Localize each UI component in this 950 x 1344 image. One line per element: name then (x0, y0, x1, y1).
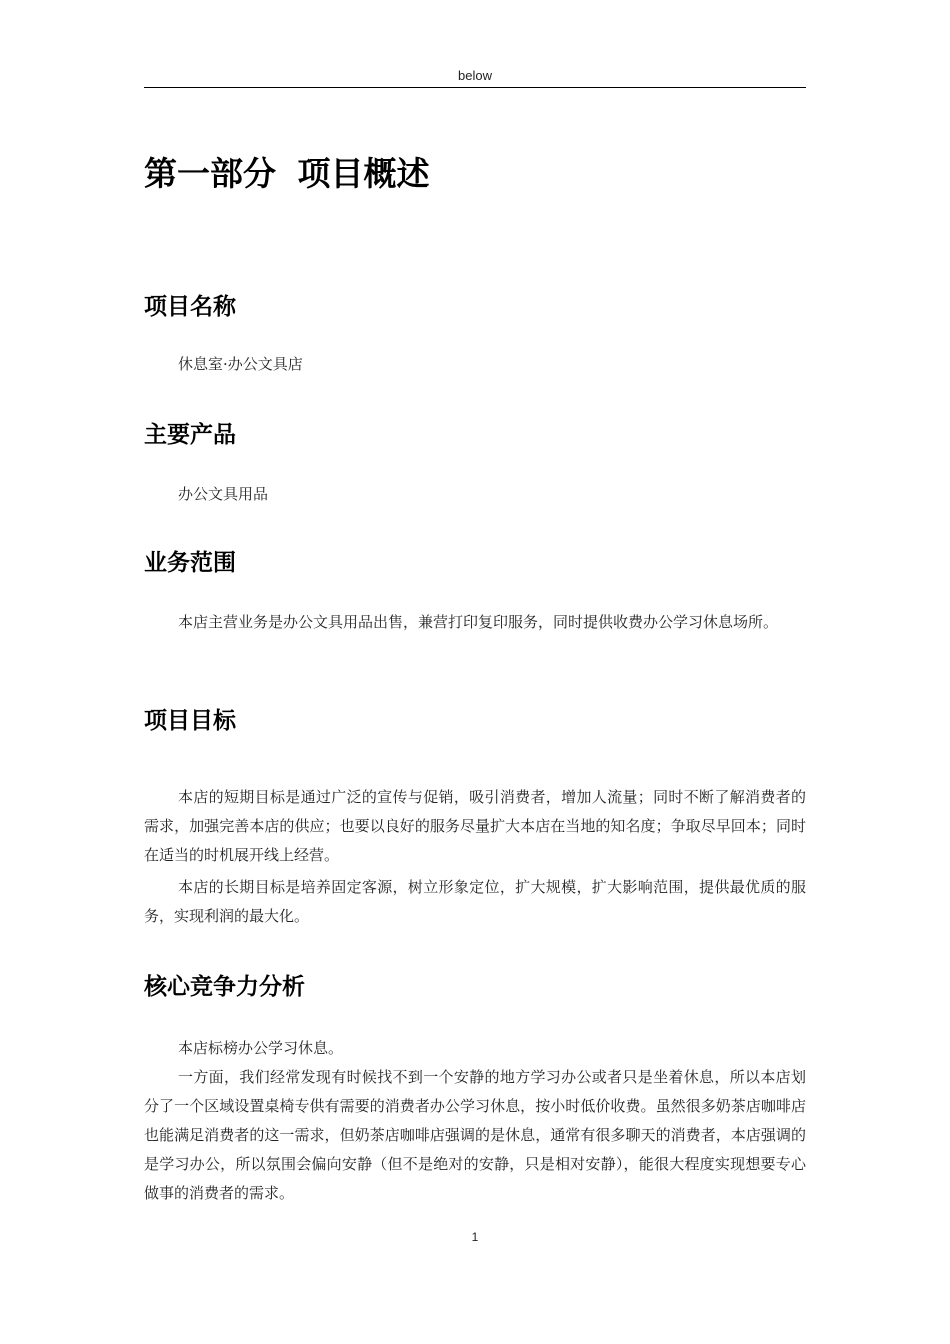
paragraph: 本店主营业务是办公文具用品出售，兼营打印复印服务，同时提供收费办公学习休息场所。 (178, 613, 779, 631)
paragraph: 本店标榜办公学习休息。 (178, 1039, 344, 1057)
page-header: below (458, 68, 492, 83)
paragraph: 办公文具用品 (178, 485, 269, 503)
paragraph: 休息室·办公文具店 (178, 355, 303, 373)
section-heading-main-products: 主要产品 (144, 422, 236, 448)
section-heading-business-scope: 业务范围 (144, 550, 236, 576)
section-heading-project-goals: 项目目标 (144, 708, 236, 734)
paragraph: 一方面，我们经常发现有时候找不到一个安静的地方学习办公或者只是坐着休息，所以本店划分了一个区域设置桌椅专供有需要的消费者办公学习休息，按小时低价收费。虽然很多奶茶店咖啡店也能满足消费者的这一需求，但奶茶店咖啡店强调的是休息，通常有很多聊天的消费者，本店强调的是学习办公，所以氛围会偏向安静（但不是绝对的安静，只是相对安静），能很大程度实现想要专心做事的消费者的需求。 (144, 1068, 806, 1202)
header-divider (144, 87, 806, 88)
page-title: 第一部分 项目概述 (144, 154, 430, 193)
section-heading-core-competitiveness: 核心竞争力分析 (144, 974, 305, 1000)
section-heading-project-name: 项目名称 (144, 294, 236, 320)
paragraph: 本店的短期目标是通过广泛的宣传与促销，吸引消费者，增加人流量；同时不断了解消费者的需求，加强完善本店的供应；也要以良好的服务尽量扩大本店在当地的知名度；争取尽早回本；同时在适当的时机展开线上经营。 (144, 788, 806, 864)
page-number: 1 (471, 1230, 479, 1244)
paragraph: 本店的长期目标是培养固定客源，树立形象定位，扩大规模，扩大影响范围，提供最优质的服务，实现利润的最大化。 (144, 878, 806, 925)
